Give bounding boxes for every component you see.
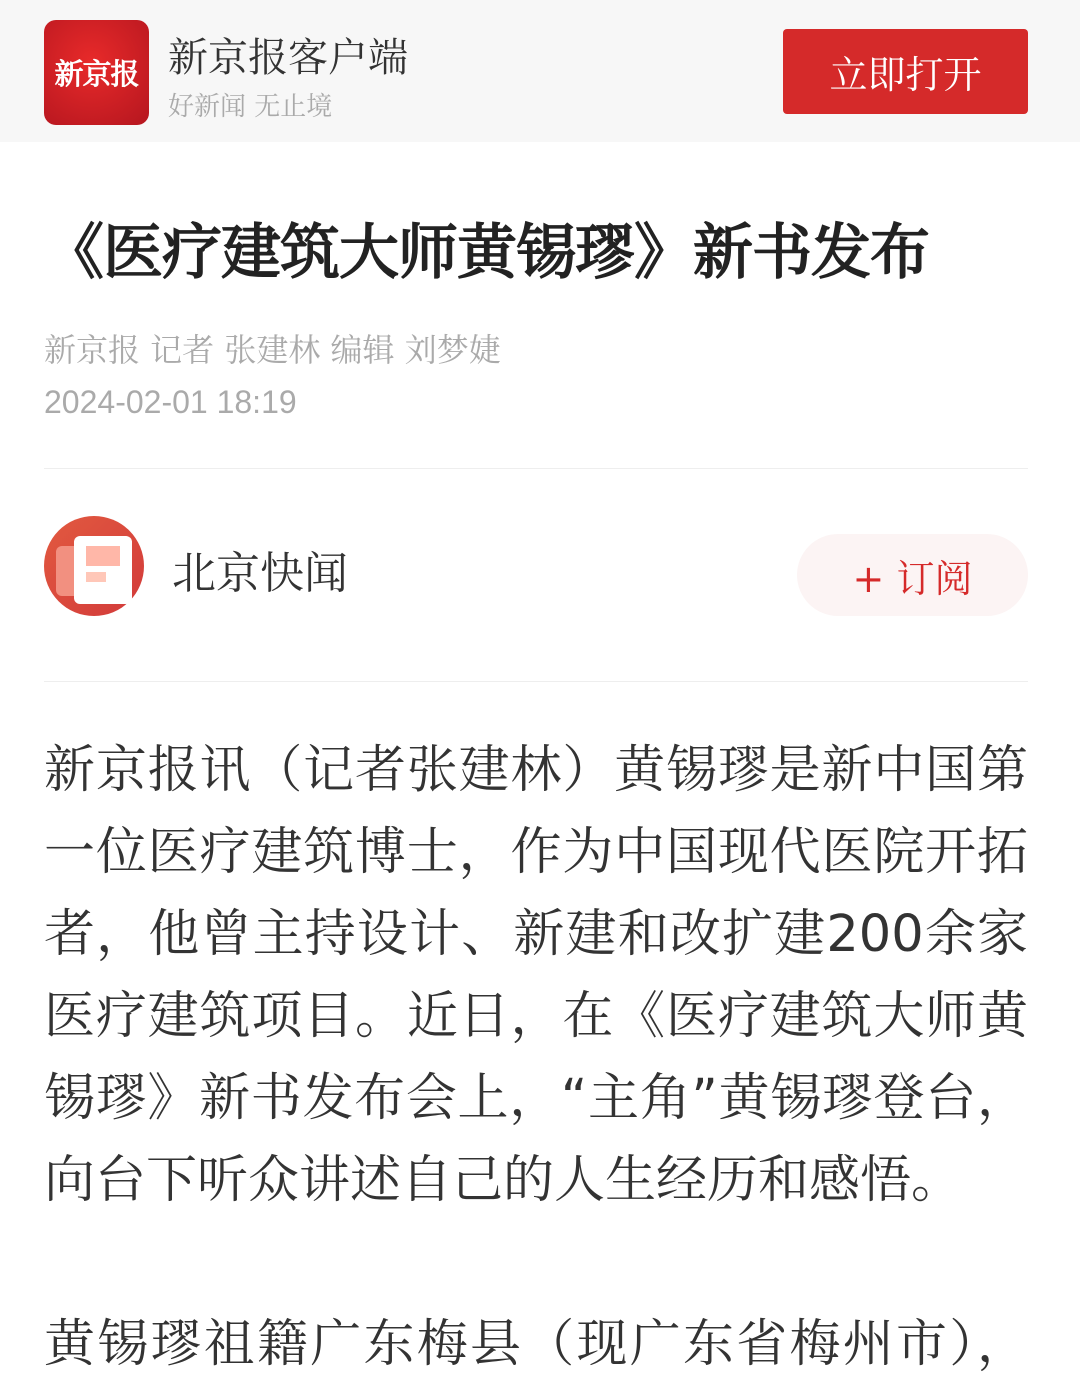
channel-name[interactable]: 北京快闻 [172, 548, 348, 599]
app-name: 新京报客户端 [168, 35, 408, 81]
article-paragraph [44, 1304, 1028, 1386]
article-paragraph [44, 730, 1028, 1222]
text-line: 一位医疗建筑博士，作为中国现代医院开拓 [44, 823, 1028, 882]
text-line: 者，他曾主持设计、新建和改扩建200余家 [44, 905, 1028, 964]
article-byline: 新京报 记者 张建林 编辑 刘梦婕 [44, 331, 501, 369]
open-app-button[interactable]: 立即打开 [783, 29, 1028, 114]
text-line: 新京报讯（记者张建林）黄锡璆是新中国第 [44, 741, 1028, 800]
logo-text: 新京报 [54, 57, 139, 91]
app-banner [0, 0, 1080, 142]
divider [44, 681, 1028, 682]
divider [44, 468, 1028, 469]
text-line: 黄锡璆祖籍广东梅县（现广东省梅州市）， [44, 1315, 1028, 1374]
newspaper-icon[interactable] [44, 516, 144, 616]
article-date: 2024-02-01 18:19 [44, 384, 297, 420]
text-line: 医疗建筑项目。近日，在《医疗建筑大师黄 [44, 987, 1028, 1046]
text-line: 锡璆》新书发布会上，“主角”黄锡璆登台， [44, 1069, 1028, 1128]
text-line: 向台下听众讲述自己的人生经历和感悟。 [44, 1151, 963, 1210]
article-title: 《医疗建筑大师黄锡璆》新书发布 [44, 218, 929, 288]
app-logo [44, 20, 149, 125]
app-slogan: 好新闻 无止境 [168, 92, 333, 122]
subscribe-button[interactable]: + 订阅 [797, 534, 1028, 616]
